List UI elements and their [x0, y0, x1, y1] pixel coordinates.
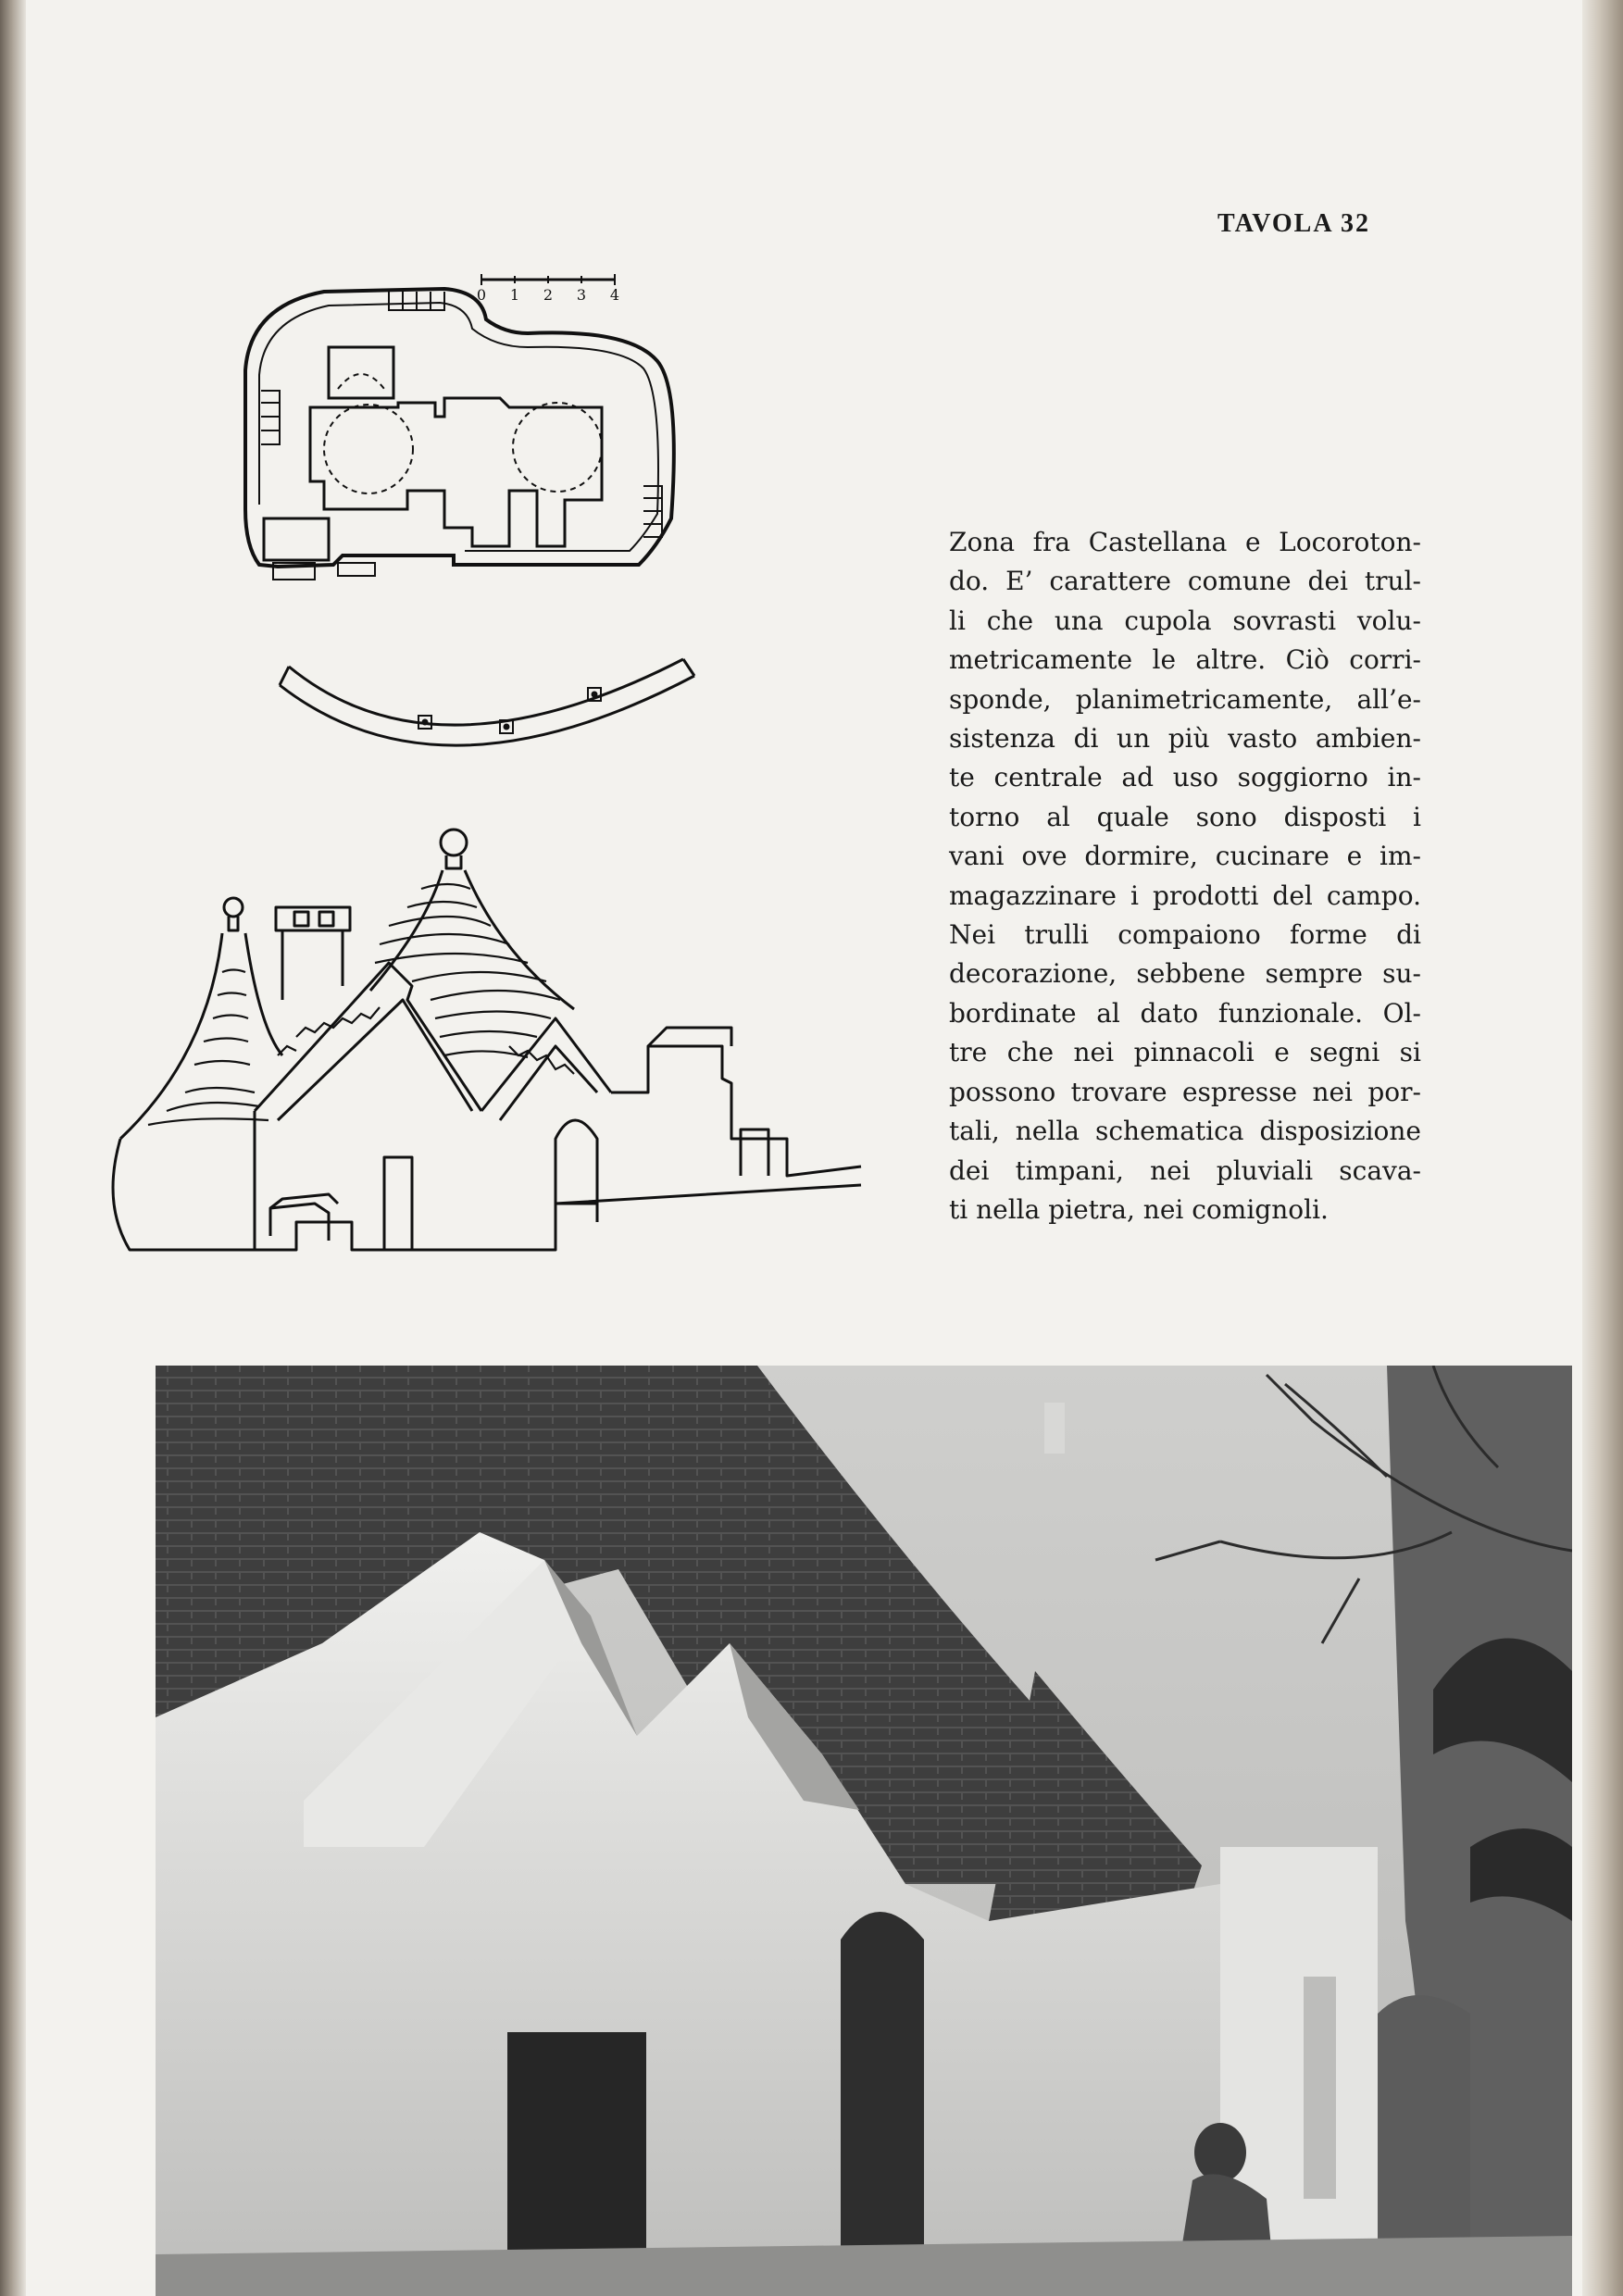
caption-line: torno al quale sono disposti i [949, 801, 1421, 832]
trulli-elevation-sketch [93, 815, 880, 1278]
trulli-photograph [156, 1366, 1572, 2296]
page-binding-shadow-right [1582, 0, 1623, 2296]
scale-label-4: 4 [609, 286, 620, 304]
trullo-floor-plan-drawing [222, 268, 704, 750]
caption-line: tre che nei pinnacoli e segni si [949, 1037, 1421, 1068]
caption-line: sistenza di un più vasto ambien- [949, 723, 1421, 755]
caption-line: possono trovare espresse nei por- [949, 1076, 1421, 1107]
caption-line: metricamente le altre. Ciò corri- [949, 644, 1421, 676]
caption-line: decorazione, sebbene sempre su- [949, 958, 1421, 990]
caption-line: dei timpani, nei pluviali scava- [949, 1154, 1421, 1186]
caption-line: magazzinare i prodotti del campo. [949, 880, 1421, 911]
caption-line: do. E’ carattere comune dei trul- [949, 566, 1421, 597]
caption-line: Zona fra Castellana e Locoroton- [949, 527, 1421, 557]
scale-label-0: 0 [476, 286, 487, 304]
caption-line: ti nella pietra, nei comignoli. [949, 1193, 1329, 1225]
page-binding-shadow-left [0, 0, 26, 2296]
caption-line: bordinate al dato funzionale. Ol- [949, 997, 1421, 1029]
caption-line: Nei trulli compaiono forme di [949, 919, 1421, 951]
scale-label-3: 3 [576, 286, 587, 304]
caption-line: tali, nella schematica disposizione [949, 1116, 1421, 1147]
caption-line: te centrale ad uso soggiorno in- [949, 762, 1421, 793]
caption-text [949, 523, 1421, 1229]
caption-line: vani ove dormire, cucinare e im- [949, 841, 1421, 872]
scale-label-1: 1 [509, 286, 520, 304]
caption-line: sponde, planimetricamente, all’e- [949, 683, 1421, 715]
caption-line: li che una cupola sovrasti volu- [949, 605, 1421, 636]
scale-label-2: 2 [543, 286, 554, 304]
plate-number: TAVOLA 32 [1217, 209, 1370, 238]
